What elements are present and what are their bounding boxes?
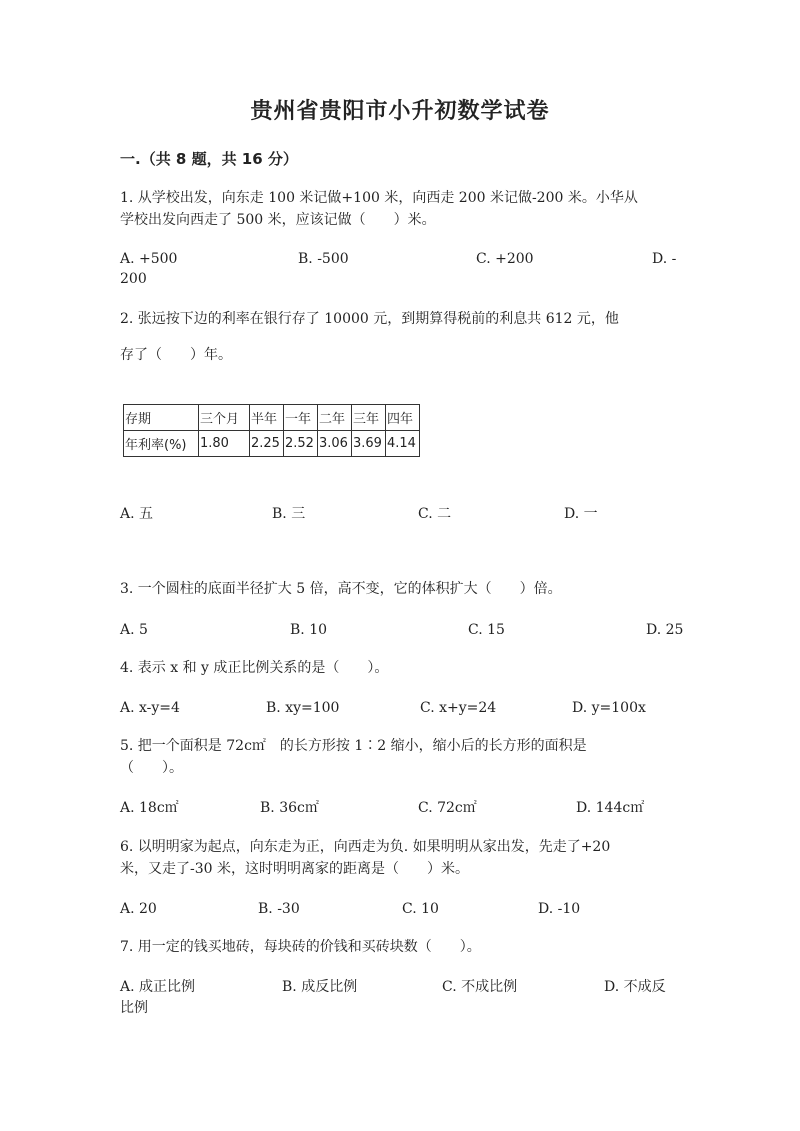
question-4-line-1: 4. 表示 x 和 y 成正比例关系的是（ ）。 bbox=[120, 660, 389, 676]
question-2-option-a: A. 五 bbox=[120, 506, 154, 522]
question-7-option-a: A. 成正比例 bbox=[120, 979, 196, 995]
table-cell: 2.25 bbox=[250, 431, 284, 457]
table-cell: 2.52 bbox=[284, 431, 318, 457]
question-2-option-d: D. 一 bbox=[564, 506, 598, 522]
question-5-line-2: （ ）。 bbox=[120, 760, 183, 776]
table-cell: 3.06 bbox=[318, 431, 352, 457]
table-cell: 三个月 bbox=[199, 405, 250, 431]
question-2-option-c: C. 二 bbox=[418, 506, 452, 522]
question-1-line-1: 1. 从学校出发，向东走 100 米记做+100 米，向西走 200 米记做-200 米。小华从 bbox=[120, 190, 638, 206]
table-cell: 1.80 bbox=[199, 431, 250, 457]
question-5-option-b: B. 36c㎡ bbox=[260, 800, 319, 816]
table-header-row bbox=[124, 405, 420, 431]
question-7-option-d-wrap: 比例 bbox=[120, 1000, 148, 1016]
question-6-line-2: 米，又走了-30 米，这时明明离家的距离是（ ）米。 bbox=[120, 861, 469, 877]
table-cell: 一年 bbox=[284, 405, 318, 431]
question-6-option-c: C. 10 bbox=[402, 901, 439, 917]
table-cell: 4.14 bbox=[386, 431, 420, 457]
question-3-line-1: 3. 一个圆柱的底面半径扩大 5 倍，高不变，它的体积扩大（ ）倍。 bbox=[120, 581, 562, 597]
question-3-option-c: C. 15 bbox=[468, 622, 505, 638]
table-cell: 二年 bbox=[318, 405, 352, 431]
question-7-option-c: C. 不成比例 bbox=[442, 979, 518, 995]
question-3-option-a: A. 5 bbox=[120, 622, 148, 638]
question-4-option-d: D. y=100x bbox=[572, 700, 646, 716]
question-1-line-2: 学校出发向西走了 500 米，应该记做（ ）米。 bbox=[120, 212, 436, 228]
question-7-option-d: D. 不成反 bbox=[604, 979, 666, 995]
question-1-option-c: C. +200 bbox=[476, 251, 534, 267]
question-2-line-1: 2. 张远按下边的利率在银行存了 10000 元，到期算得税前的利息共 612 元，他 bbox=[120, 311, 619, 327]
question-1-option-d-wrap: 200 bbox=[120, 271, 147, 287]
question-5-option-a: A. 18c㎡ bbox=[120, 800, 179, 816]
table-cell: 三年 bbox=[352, 405, 386, 431]
table-cell: 年利率(%) bbox=[124, 431, 199, 457]
question-1-option-b: B. -500 bbox=[298, 251, 349, 267]
table-cell: 3.69 bbox=[352, 431, 386, 457]
table-cell: 四年 bbox=[386, 405, 420, 431]
question-1-option-a: A. +500 bbox=[120, 251, 178, 267]
question-2-line-2: 存了（ ）年。 bbox=[120, 347, 232, 363]
question-7-line-1: 7. 用一定的钱买地砖，每块砖的价钱和买砖块数（ ）。 bbox=[120, 939, 481, 955]
question-2-option-b: B. 三 bbox=[272, 506, 306, 522]
question-3-option-d: D. 25 bbox=[646, 622, 684, 638]
question-5-line-1: 5. 把一个面积是 72c㎡ 的长方形按 1∶2 缩小，缩小后的长方形的面积是 bbox=[120, 738, 587, 754]
table-cell: 半年 bbox=[250, 405, 284, 431]
table-row bbox=[124, 431, 420, 457]
question-1-option-d: D. - bbox=[652, 251, 677, 267]
question-6-option-b: B. -30 bbox=[258, 901, 300, 917]
question-3-option-b: B. 10 bbox=[290, 622, 328, 638]
section-heading: 一.（共 8 题，共 16 分） bbox=[120, 150, 298, 168]
interest-rate-table bbox=[123, 404, 420, 457]
question-5-option-d: D. 144c㎡ bbox=[576, 800, 645, 816]
question-6-option-a: A. 20 bbox=[120, 901, 157, 917]
question-6-line-1: 6. 以明明家为起点，向东走为正，向西走为负. 如果明明从家出发，先走了+20 bbox=[120, 839, 611, 855]
page-title: 贵州省贵阳市小升初数学试卷 bbox=[250, 99, 550, 124]
question-7-option-b: B. 成反比例 bbox=[282, 979, 358, 995]
question-5-option-c: C. 72c㎡ bbox=[418, 800, 477, 816]
question-4-option-c: C. x+y=24 bbox=[420, 700, 497, 716]
question-4-option-b: B. xy=100 bbox=[266, 700, 340, 716]
question-6-option-d: D. -10 bbox=[538, 901, 581, 917]
table-cell: 存期 bbox=[124, 405, 199, 431]
question-4-option-a: A. x-y=4 bbox=[120, 700, 180, 716]
